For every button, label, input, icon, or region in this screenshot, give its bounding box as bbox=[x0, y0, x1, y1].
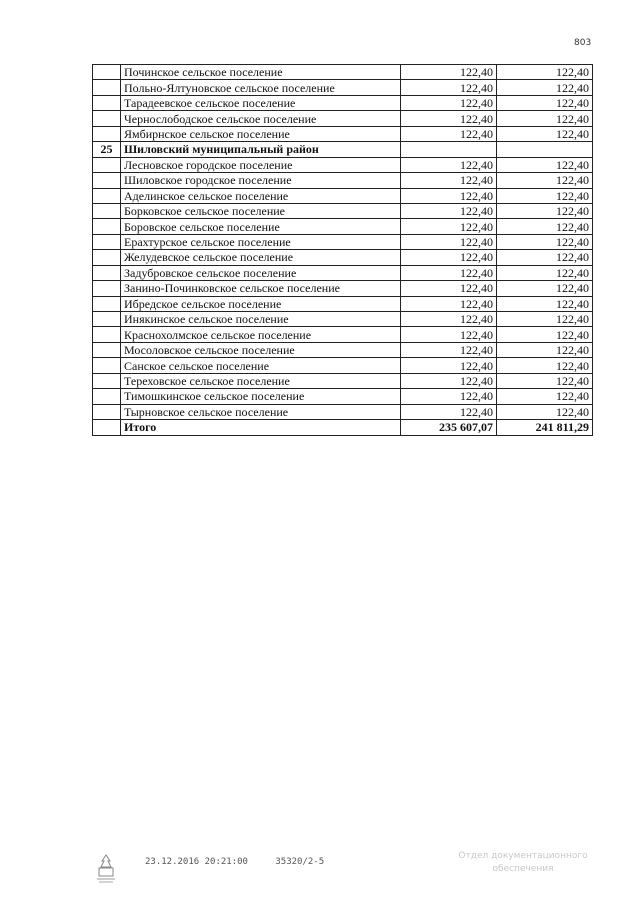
row-value-2: 122,40 bbox=[497, 111, 593, 126]
row-name: Задубровское сельское поселение bbox=[121, 265, 401, 280]
row-name: Лесновское городское поселение bbox=[121, 157, 401, 172]
row-value-1: 122,40 bbox=[401, 111, 497, 126]
footer-doc-id: 35320/2-5 bbox=[275, 857, 325, 867]
row-name: Занино-Починковское сельское поселение bbox=[121, 281, 401, 296]
row-number bbox=[93, 250, 121, 265]
table-row bbox=[93, 404, 593, 419]
row-value-2: 122,40 bbox=[497, 296, 593, 311]
row-name: Итого bbox=[121, 420, 401, 435]
row-value-2: 122,40 bbox=[497, 234, 593, 249]
footer-watermark bbox=[448, 850, 598, 876]
table-row bbox=[93, 312, 593, 327]
row-value-1: 122,40 bbox=[401, 327, 497, 342]
table-row bbox=[93, 327, 593, 342]
coat-of-arms-icon bbox=[92, 852, 120, 884]
row-number bbox=[93, 296, 121, 311]
row-name: Чернослободское сельское поселение bbox=[121, 111, 401, 126]
row-number bbox=[93, 373, 121, 388]
table-row-bold bbox=[93, 420, 593, 435]
row-number bbox=[93, 265, 121, 280]
row-value-2: 122,40 bbox=[497, 389, 593, 404]
row-value-1: 122,40 bbox=[401, 342, 497, 357]
row-value-2: 122,40 bbox=[497, 265, 593, 280]
page-number: 803 bbox=[574, 38, 592, 48]
row-name: Ибредское сельское поселение bbox=[121, 296, 401, 311]
row-name: Польно-Ялтуновское сельское поселение bbox=[121, 80, 401, 95]
table-row bbox=[93, 65, 593, 80]
row-value-1 bbox=[401, 142, 497, 157]
row-value-2: 122,40 bbox=[497, 126, 593, 141]
row-number bbox=[93, 404, 121, 419]
table-row bbox=[93, 157, 593, 172]
row-number bbox=[93, 126, 121, 141]
table-row bbox=[93, 296, 593, 311]
row-number bbox=[93, 157, 121, 172]
row-number bbox=[93, 219, 121, 234]
row-name: Аделинское сельское поселение bbox=[121, 188, 401, 203]
row-name: Шиловский муниципальный район bbox=[121, 142, 401, 157]
row-number bbox=[93, 420, 121, 435]
row-value-1: 122,40 bbox=[401, 296, 497, 311]
table-row bbox=[93, 126, 593, 141]
row-number bbox=[93, 312, 121, 327]
table-row bbox=[93, 80, 593, 95]
table-row bbox=[93, 95, 593, 110]
table-row bbox=[93, 219, 593, 234]
row-number: 25 bbox=[93, 142, 121, 157]
row-value-1: 235 607,07 bbox=[401, 420, 497, 435]
row-number bbox=[93, 95, 121, 110]
row-value-2: 122,40 bbox=[497, 173, 593, 188]
table-row bbox=[93, 373, 593, 388]
row-number bbox=[93, 188, 121, 203]
row-value-1: 122,40 bbox=[401, 157, 497, 172]
row-value-2: 241 811,29 bbox=[497, 420, 593, 435]
table-body bbox=[93, 65, 593, 436]
row-value-1: 122,40 bbox=[401, 389, 497, 404]
row-value-1: 122,40 bbox=[401, 80, 497, 95]
table-row bbox=[93, 111, 593, 126]
table-row bbox=[93, 173, 593, 188]
row-value-2: 122,40 bbox=[497, 404, 593, 419]
row-value-1: 122,40 bbox=[401, 188, 497, 203]
row-value-2: 122,40 bbox=[497, 312, 593, 327]
watermark-line-2: обеспечения bbox=[492, 864, 554, 874]
table-row bbox=[93, 188, 593, 203]
row-name: Починское сельское поселение bbox=[121, 65, 401, 80]
row-value-1: 122,40 bbox=[401, 250, 497, 265]
row-name: Тимошкинское сельское поселение bbox=[121, 389, 401, 404]
row-value-1: 122,40 bbox=[401, 404, 497, 419]
watermark-line-1: Отдел документационного bbox=[458, 851, 588, 861]
row-number bbox=[93, 281, 121, 296]
row-value-2: 122,40 bbox=[497, 281, 593, 296]
row-number bbox=[93, 80, 121, 95]
row-number bbox=[93, 389, 121, 404]
row-name: Краснохолмское сельское поселение bbox=[121, 327, 401, 342]
row-value-2 bbox=[497, 142, 593, 157]
table-row bbox=[93, 265, 593, 280]
row-name: Шиловское городское поселение bbox=[121, 173, 401, 188]
row-value-1: 122,40 bbox=[401, 281, 497, 296]
row-name: Инякинское сельское поселение bbox=[121, 312, 401, 327]
row-value-1: 122,40 bbox=[401, 234, 497, 249]
footer-stamp bbox=[145, 857, 346, 867]
table-row bbox=[93, 389, 593, 404]
row-name: Ямбирнское сельское поселение bbox=[121, 126, 401, 141]
row-value-1: 122,40 bbox=[401, 203, 497, 218]
row-value-2: 122,40 bbox=[497, 373, 593, 388]
row-value-1: 122,40 bbox=[401, 358, 497, 373]
row-name: Тереховское сельское поселение bbox=[121, 373, 401, 388]
table-row bbox=[93, 203, 593, 218]
row-name: Боровское сельское поселение bbox=[121, 219, 401, 234]
table-row bbox=[93, 342, 593, 357]
table-row bbox=[93, 234, 593, 249]
row-number bbox=[93, 65, 121, 80]
row-value-2: 122,40 bbox=[497, 358, 593, 373]
row-value-1: 122,40 bbox=[401, 65, 497, 80]
row-number bbox=[93, 327, 121, 342]
row-value-1: 122,40 bbox=[401, 126, 497, 141]
row-value-2: 122,40 bbox=[497, 188, 593, 203]
row-value-2: 122,40 bbox=[497, 327, 593, 342]
row-name: Мосоловское сельское поселение bbox=[121, 342, 401, 357]
row-number bbox=[93, 203, 121, 218]
row-name: Тарадеевское сельское поселение bbox=[121, 95, 401, 110]
row-number bbox=[93, 234, 121, 249]
row-value-1: 122,40 bbox=[401, 312, 497, 327]
row-value-1: 122,40 bbox=[401, 373, 497, 388]
row-value-2: 122,40 bbox=[497, 250, 593, 265]
footer-datetime: 23.12.2016 20:21:00 bbox=[145, 857, 248, 867]
row-value-2: 122,40 bbox=[497, 342, 593, 357]
row-value-1: 122,40 bbox=[401, 219, 497, 234]
allocation-table bbox=[92, 64, 593, 436]
row-name: Борковское сельское поселение bbox=[121, 203, 401, 218]
row-number bbox=[93, 358, 121, 373]
table-row bbox=[93, 358, 593, 373]
row-name: Ерахтурское сельское поселение bbox=[121, 234, 401, 249]
row-value-1: 122,40 bbox=[401, 173, 497, 188]
row-value-2: 122,40 bbox=[497, 219, 593, 234]
table-row-bold bbox=[93, 142, 593, 157]
row-name: Желудевское сельское поселение bbox=[121, 250, 401, 265]
row-value-2: 122,40 bbox=[497, 65, 593, 80]
row-number bbox=[93, 173, 121, 188]
row-number bbox=[93, 111, 121, 126]
row-value-2: 122,40 bbox=[497, 157, 593, 172]
table-row bbox=[93, 281, 593, 296]
row-value-2: 122,40 bbox=[497, 95, 593, 110]
row-name: Тырновское сельское поселение bbox=[121, 404, 401, 419]
row-value-1: 122,40 bbox=[401, 95, 497, 110]
table-row bbox=[93, 250, 593, 265]
row-value-2: 122,40 bbox=[497, 203, 593, 218]
row-value-1: 122,40 bbox=[401, 265, 497, 280]
row-name: Санское сельское поселение bbox=[121, 358, 401, 373]
row-number bbox=[93, 342, 121, 357]
row-value-2: 122,40 bbox=[497, 80, 593, 95]
